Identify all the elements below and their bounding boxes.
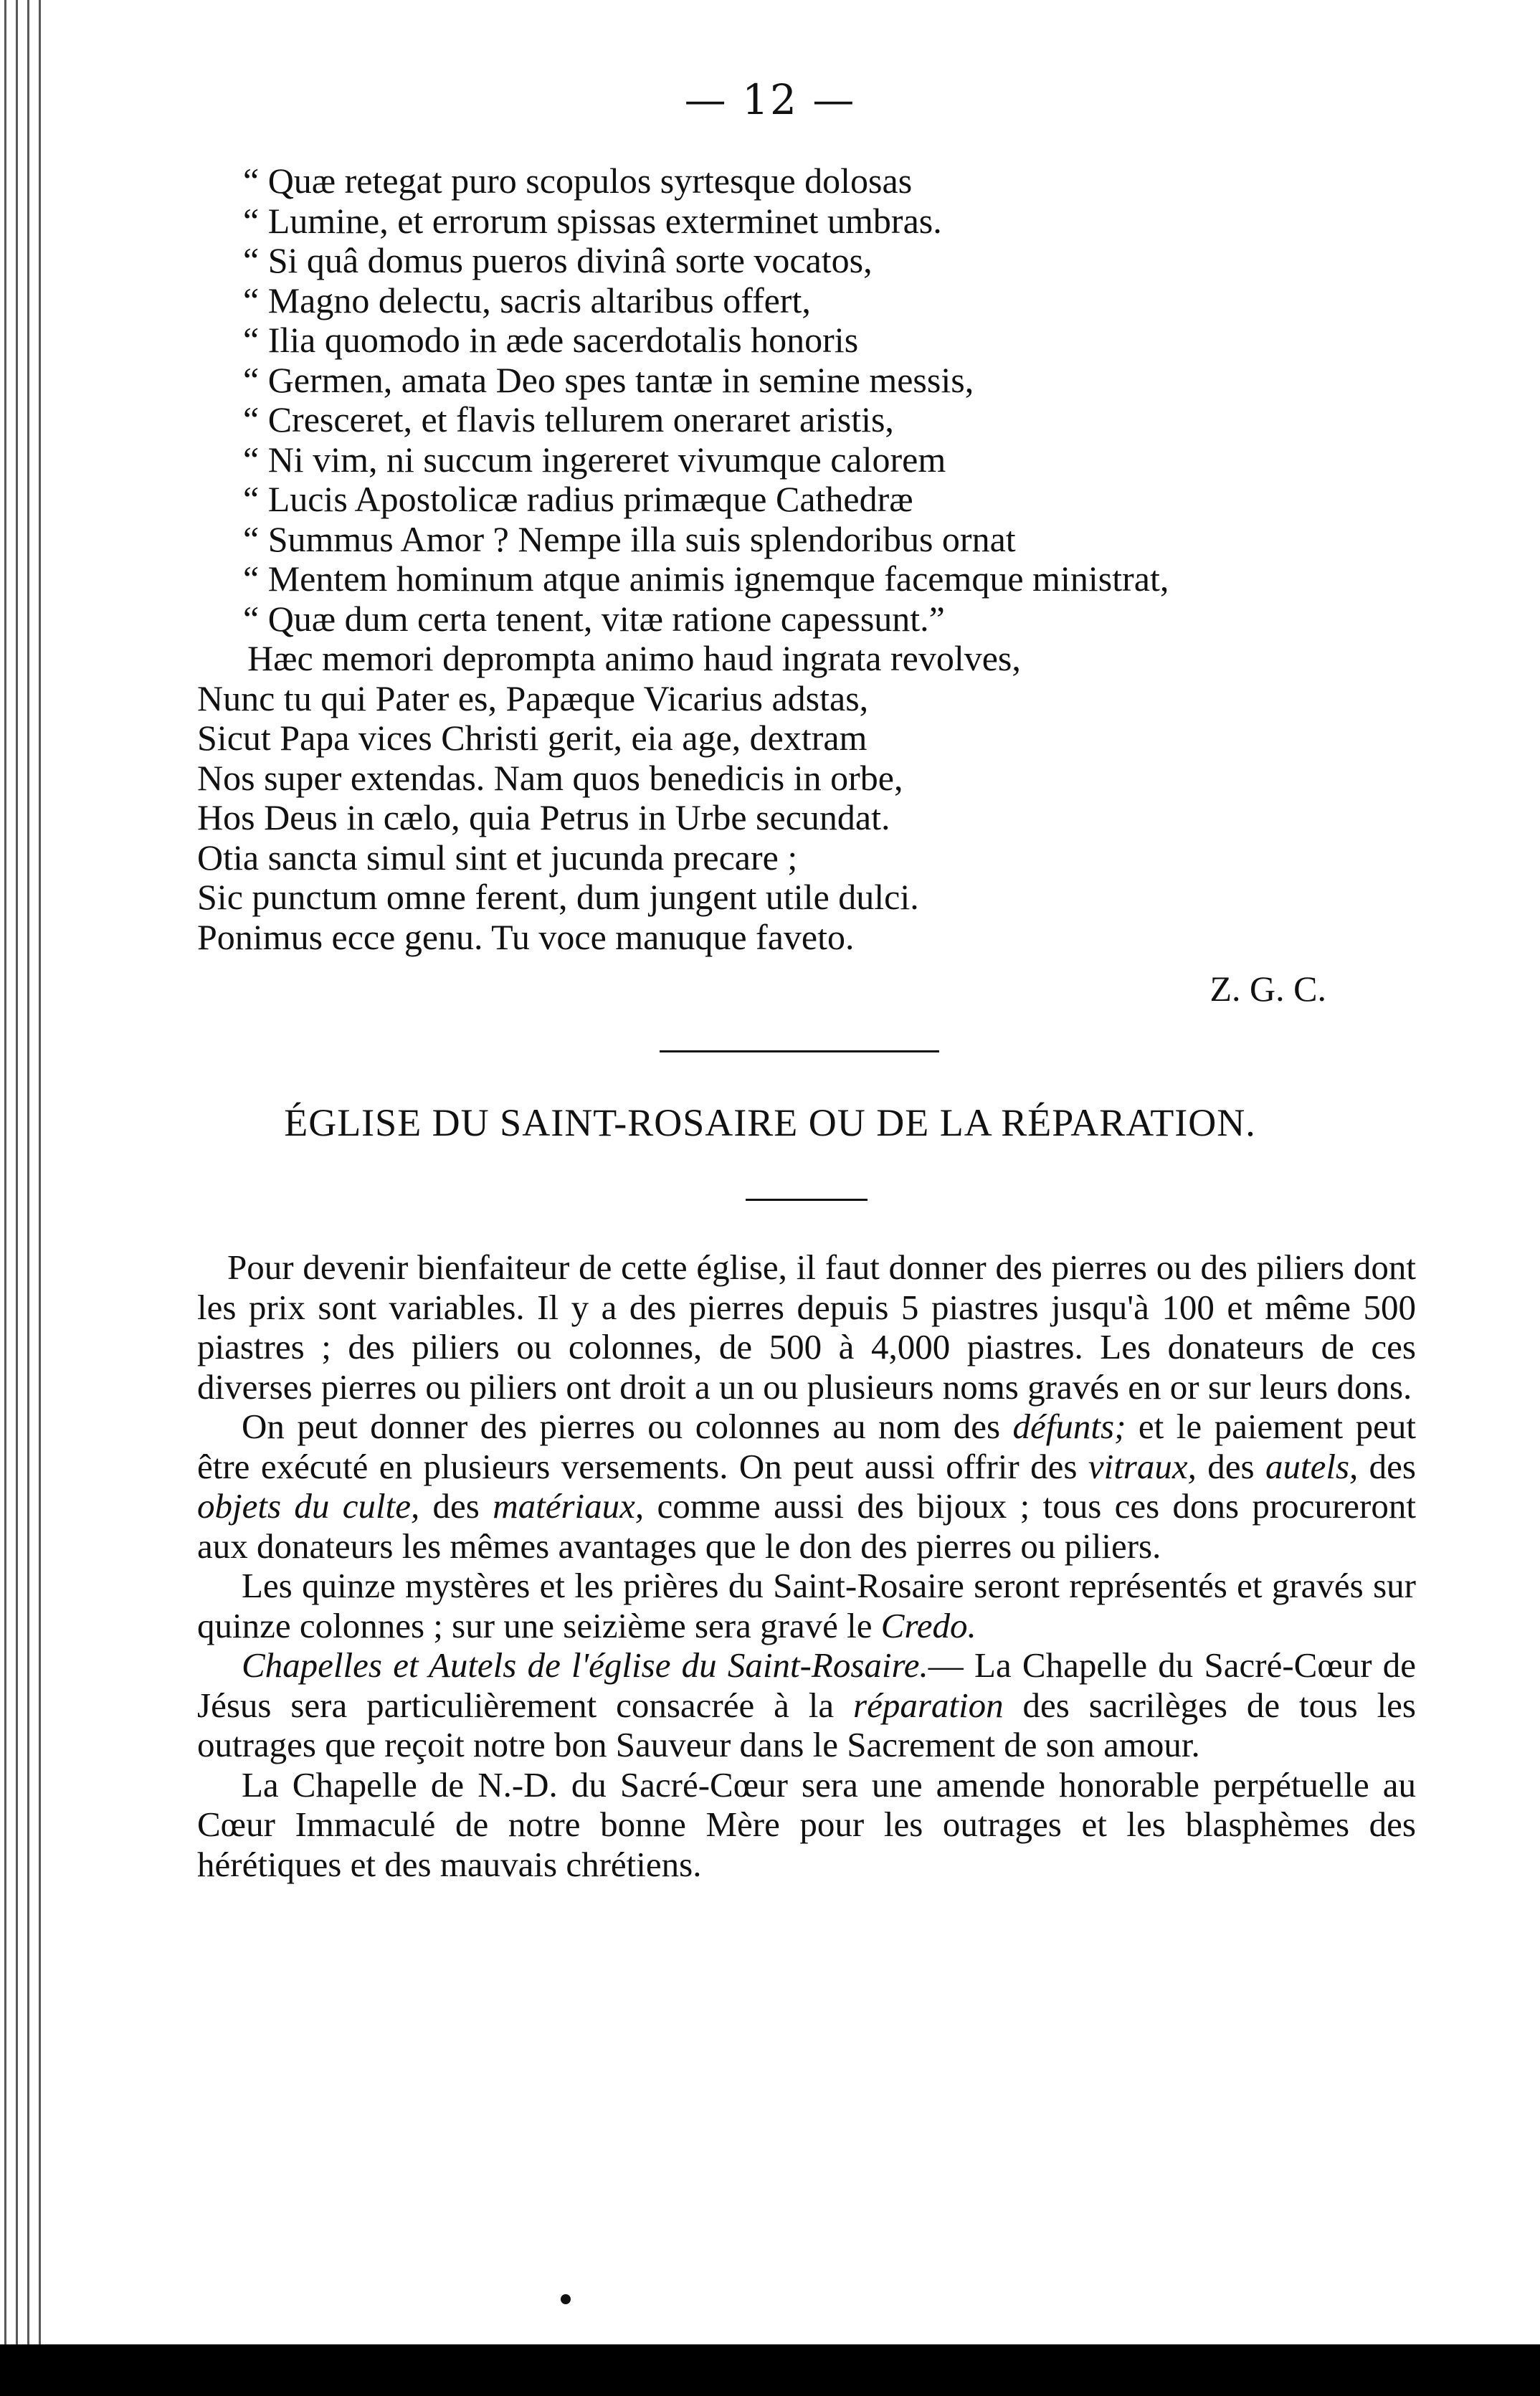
poem-line: Otia sancta simul sint et jucunda precare ; <box>197 837 798 878</box>
paragraph-donations: Pour devenir bienfaiteur de cette église, il faut donner des pierres ou des piliers dont les prix sont variables. Il y a des pierres depuis 5 piastres jusqu'à 100 et même 500 piastres ; des piliers ou colonnes, de 500 à 4,000 piastres. Les donateurs de ces diverses pierres ou piliers ont droit a un ou plusieurs noms gravés en or sur leurs dons. <box>197 1247 1416 1407</box>
poem-line: “ Ilia quomodo in æde sacerdotalis honoris <box>243 320 859 360</box>
paragraph-mysteries: Les quinze mystères et les prières du Saint-Rosaire seront représentés et gravés sur quinze colonnes ; sur une seizième sera gravé le Credo. <box>197 1566 1416 1645</box>
poem-line: “ Summus Amor ? Nempe illa suis splendoribus ornat <box>243 518 1016 559</box>
page-binding-edge <box>0 0 50 2396</box>
poem-line: “ Magno delectu, sacris altaribus offert, <box>243 280 811 320</box>
poem-line: Sic punctum omne ferent, dum jungent utile dulci. <box>197 877 919 917</box>
chapels-heading: Chapelles et Autels de l'église du Saint-Rosaire. <box>242 1645 928 1685</box>
poem-line: Hæc memori deprompta animo haud ingrata revolves, <box>247 638 1021 678</box>
poem-line: “ Si quâ domus pueros divinâ sorte vocatos, <box>243 240 873 280</box>
poem-line: “ Germen, amata Deo spes tantæ in semine messis, <box>243 359 974 400</box>
poem-line: Ponimus ecce genu. Tu voce manuque faveto. <box>197 916 855 957</box>
section-body <box>197 1247 1416 1884</box>
section-divider <box>660 1050 939 1052</box>
poem-line: Nos super extendas. Nam quos benedicis in orbe, <box>197 757 903 798</box>
ink-speck <box>561 2294 571 2304</box>
paragraph-notre-dame: La Chapelle de N.-D. du Sacré-Cœur sera une amende honorable perpétuelle au Cœur Immaculé de notre bonne Mère pour les outrages et les blasphèmes des hérétiques et des mauvais chrétiens. <box>197 1764 1416 1884</box>
poem-line: “ Lumine, et errorum spissas exterminet umbras. <box>243 200 942 241</box>
paragraph-offerings: On peut donner des pierres ou colonnes au nom des défunts; et le paiement peut être exécuté en plusieurs versements. On peut aussi offrir des vitraux, des autels, des objets du culte, des matériaux, comme aussi des bijoux ; tous ces dons procureront aux donateurs les mêmes avantages que le don des pierres ou piliers. <box>197 1407 1416 1566</box>
poem-line: “ Quæ retegat puro scopulos syrtesque dolosas <box>243 161 913 201</box>
poem-line: “ Quæ dum certa tenent, vitæ ratione capessunt.” <box>243 598 945 639</box>
poem-line: “ Cresceret, et flavis tellurem oneraret aristis, <box>243 399 894 439</box>
section-title: ÉGLISE DU SAINT-ROSAIRE OU DE LA RÉPARATION. <box>284 1101 1256 1144</box>
poem-line: Sicut Papa vices Christi gerit, eia age, dextram <box>197 718 868 758</box>
poem-line: “ Ni vim, ni succum ingereret vivumque calorem <box>243 439 946 480</box>
poem-signature: Z. G. C. <box>1209 969 1326 1009</box>
page-number: — 12 — <box>684 75 856 124</box>
page-bottom-edge <box>0 2344 1540 2396</box>
poem-line: Nunc tu qui Pater es, Papæque Vicarius adstas, <box>197 678 869 718</box>
title-underline <box>746 1199 868 1201</box>
poem-line: “ Mentem hominum atque animis ignemque facemque ministrat, <box>243 558 1169 599</box>
poem-line: Hos Deus in cælo, quia Petrus in Urbe secundat. <box>197 797 890 837</box>
latin-poem <box>197 161 1273 957</box>
paragraph-chapels: Chapelles et Autels de l'église du Saint-Rosaire.— La Chapelle du Sacré-Cœur de Jésus sera particulièrement consacrée à la réparation des sacrilèges de tous les outrages que reçoit notre bon Sauveur dans le Sacrement de son amour. <box>197 1645 1417 1764</box>
poem-line: “ Lucis Apostolicæ radius primæque Cathedræ <box>243 479 913 519</box>
